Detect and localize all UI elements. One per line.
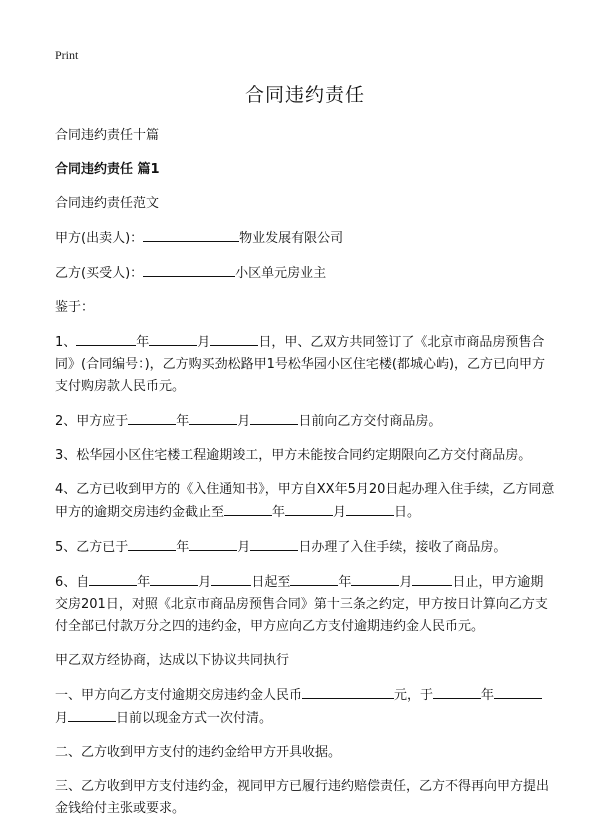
clause-5-year: 年 <box>176 540 190 555</box>
clause-6 <box>55 571 555 638</box>
clause-5 <box>55 536 555 559</box>
clause-6-month-1: 月 <box>198 575 212 590</box>
clause-1-text: 日，甲、乙双方共同签订了《北京市商品房预售合同》(合同编号：)，乙方购买劲松路甲1号松华园小区住宅楼(都城心屿)，乙方已向甲方支付购房款人民币元。 <box>55 335 546 394</box>
blank-day <box>68 707 116 722</box>
term-1-month: 月 <box>55 711 69 726</box>
party-a-suffix: 物业发展有限公司 <box>239 231 344 246</box>
term-3: 三、乙方收到甲方支付违约金，视同甲方已履行违约赔偿责任，乙方不得再向甲方提出金钱给付主张或要求。 <box>55 779 550 816</box>
party-b-line <box>55 262 555 285</box>
sample-label: 合同违约责任范文 <box>55 196 160 211</box>
print-link[interactable]: Print <box>55 48 79 62</box>
blank-month <box>150 571 198 586</box>
blank-year <box>76 331 136 346</box>
blank-month <box>189 536 237 551</box>
term-1-mid: 元，于 <box>394 688 434 703</box>
blank-year <box>290 571 338 586</box>
blank-day <box>211 571 251 586</box>
clause-2-month: 月 <box>237 414 251 429</box>
clause-4 <box>55 479 555 524</box>
clause-6-text: 日止，甲方逾期交房201日，对照《北京市商品房预售合同》第十三条之约定，甲方按日计算向乙方支付全部已付款万分之四的违约金，甲方应向乙方支付逾期违约金人民币元。 <box>55 575 548 634</box>
clause-5-month: 月 <box>237 540 251 555</box>
blank-day <box>250 410 298 425</box>
clause-2 <box>55 410 555 433</box>
clause-6-month-2: 月 <box>399 575 413 590</box>
clause-6-mid: 日起至 <box>251 575 291 590</box>
term-1 <box>55 684 555 730</box>
blank-day <box>412 571 452 586</box>
agreement-intro: 甲乙双方经协商，达成以下协议共同执行 <box>55 653 290 668</box>
party-b-prefix: 乙方(买受人)： <box>55 266 144 281</box>
blank-month <box>149 331 197 346</box>
party-b-blank <box>143 262 235 277</box>
clause-2-year: 年 <box>176 414 190 429</box>
term-1-year: 年 <box>481 688 495 703</box>
blank-year <box>89 571 137 586</box>
blank-day <box>250 536 298 551</box>
document-subtitle: 合同违约责任十篇 <box>55 128 160 143</box>
blank-day <box>346 501 394 516</box>
clause-1 <box>55 331 555 398</box>
clause-4-prefix: 4、乙方已收到甲方的《入住通知书》，甲方自XX年5月20日起办理入住手续，乙方同意甲方的逾期交房违约金截止至 <box>55 482 555 520</box>
clause-6-prefix: 6、自 <box>55 575 90 590</box>
clause-6-year-1: 年 <box>137 575 151 590</box>
blank-year <box>128 410 176 425</box>
term-1-text: 日前以现金方式一次付清。 <box>116 711 273 726</box>
party-a-prefix: 甲方(出卖人)： <box>55 231 144 246</box>
blank-day <box>210 331 258 346</box>
clause-1-year: 年 <box>136 335 150 350</box>
section-heading: 合同违约责任 篇1 <box>55 162 160 177</box>
clause-5-text: 日办理了入住手续，接收了商品房。 <box>298 540 507 555</box>
whereas-label: 鉴于： <box>55 300 95 315</box>
blank-year <box>128 536 176 551</box>
clause-4-year: 年 <box>272 505 286 520</box>
blank-amount <box>302 684 394 699</box>
blank-month <box>494 684 542 699</box>
term-1-prefix: 一、甲方向乙方支付逾期交房违约金人民币 <box>55 688 303 703</box>
document-title: 合同违约责任 <box>244 84 365 106</box>
clause-3: 3、松华园小区住宅楼工程逾期竣工，甲方未能按合同约定期限向乙方交付商品房。 <box>55 448 532 463</box>
clause-5-prefix: 5、乙方已于 <box>55 540 129 555</box>
clause-1-month: 月 <box>197 335 211 350</box>
clause-4-text: 日。 <box>394 505 421 520</box>
blank-year <box>224 501 272 516</box>
party-b-suffix: 小区单元房业主 <box>235 266 327 281</box>
clause-2-prefix: 2、甲方应于 <box>55 414 129 429</box>
blank-month <box>351 571 399 586</box>
clause-1-prefix: 1、 <box>55 335 77 350</box>
party-a-blank <box>143 227 239 242</box>
term-2: 二、乙方收到甲方支付的违约金给甲方开具收据。 <box>55 745 342 760</box>
clause-4-month: 月 <box>333 505 347 520</box>
blank-month <box>285 501 333 516</box>
blank-year <box>433 684 481 699</box>
document-body <box>55 80 555 832</box>
party-a-line <box>55 227 555 250</box>
clause-6-year-2: 年 <box>338 575 352 590</box>
clause-2-text: 日前向乙方交付商品房。 <box>298 414 442 429</box>
blank-month <box>189 410 237 425</box>
